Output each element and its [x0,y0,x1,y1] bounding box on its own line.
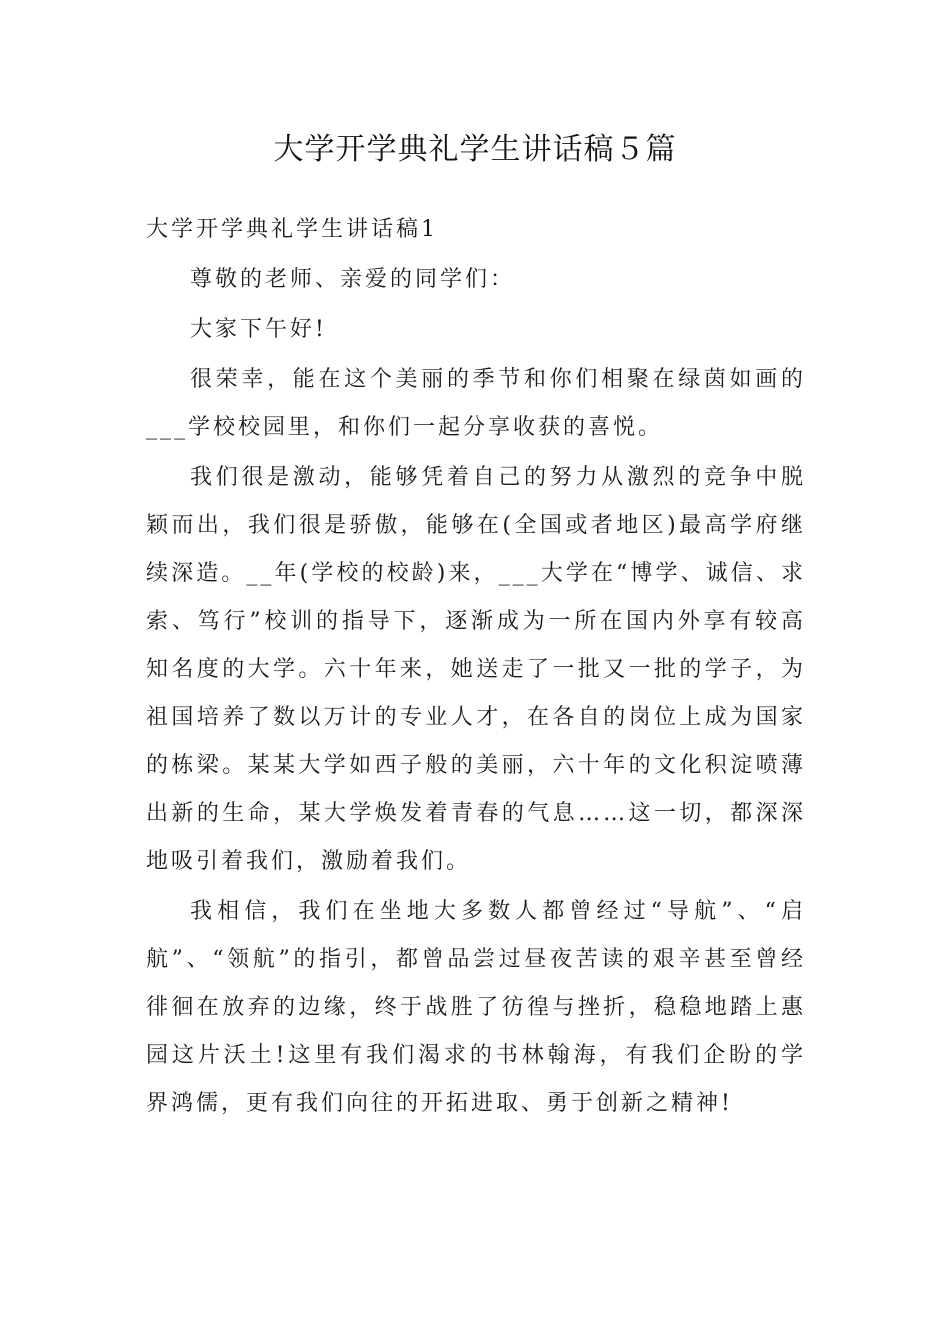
document-title: 大学开学典礼学生讲话稿５篇 [273,132,677,167]
document-body [146,206,806,1130]
paragraph-university: 我们很是激动，能够凭着自己的努力从激烈的竞争中脱颖而出，我们很是骄傲，能够在(全国或者地区)最高学府继续深造。__年(学校的校龄)来，___大学在“博学、诚信、求索、笃行”校训的指导下，逐渐成为一所在国内外享有较高知名度的大学。六十年来，她送走了一批又一批的学子，为祖国培养了数以万计的专业人才，在各自的岗位上成为国家的栋梁。某某大学如西子般的美丽，六十年的文化积淀喷薄出新的生命，某大学焕发着青春的气息……这一切，都深深地吸引着我们，激励着我们。 [146,465,806,874]
paragraph-honor: 很荣幸，能在这个美丽的季节和你们相聚在绿茵如画的___学校校园里，和你们一起分享收获的喜悦。 [146,367,806,440]
paragraph-belief: 我相信，我们在坐地大多数人都曾经过“导航”、“启航”、“领航”的指引，都曾品尝过昼夜苦读的艰辛甚至曾经徘徊在放弃的边缘，终于战胜了彷徨与挫折，稳稳地踏上惠园这片沃土!这里有我们渴求的书林翰海，有我们企盼的学界鸿儒，更有我们向往的开拓进取、勇于创新之精神! [146,899,806,1116]
section-heading: 大学开学典礼学生讲话稿1 [146,217,438,242]
paragraph-greeting: 大家下午好! [190,317,327,342]
paragraph-salutation: 尊敬的老师、亲爱的同学们： [190,267,516,292]
